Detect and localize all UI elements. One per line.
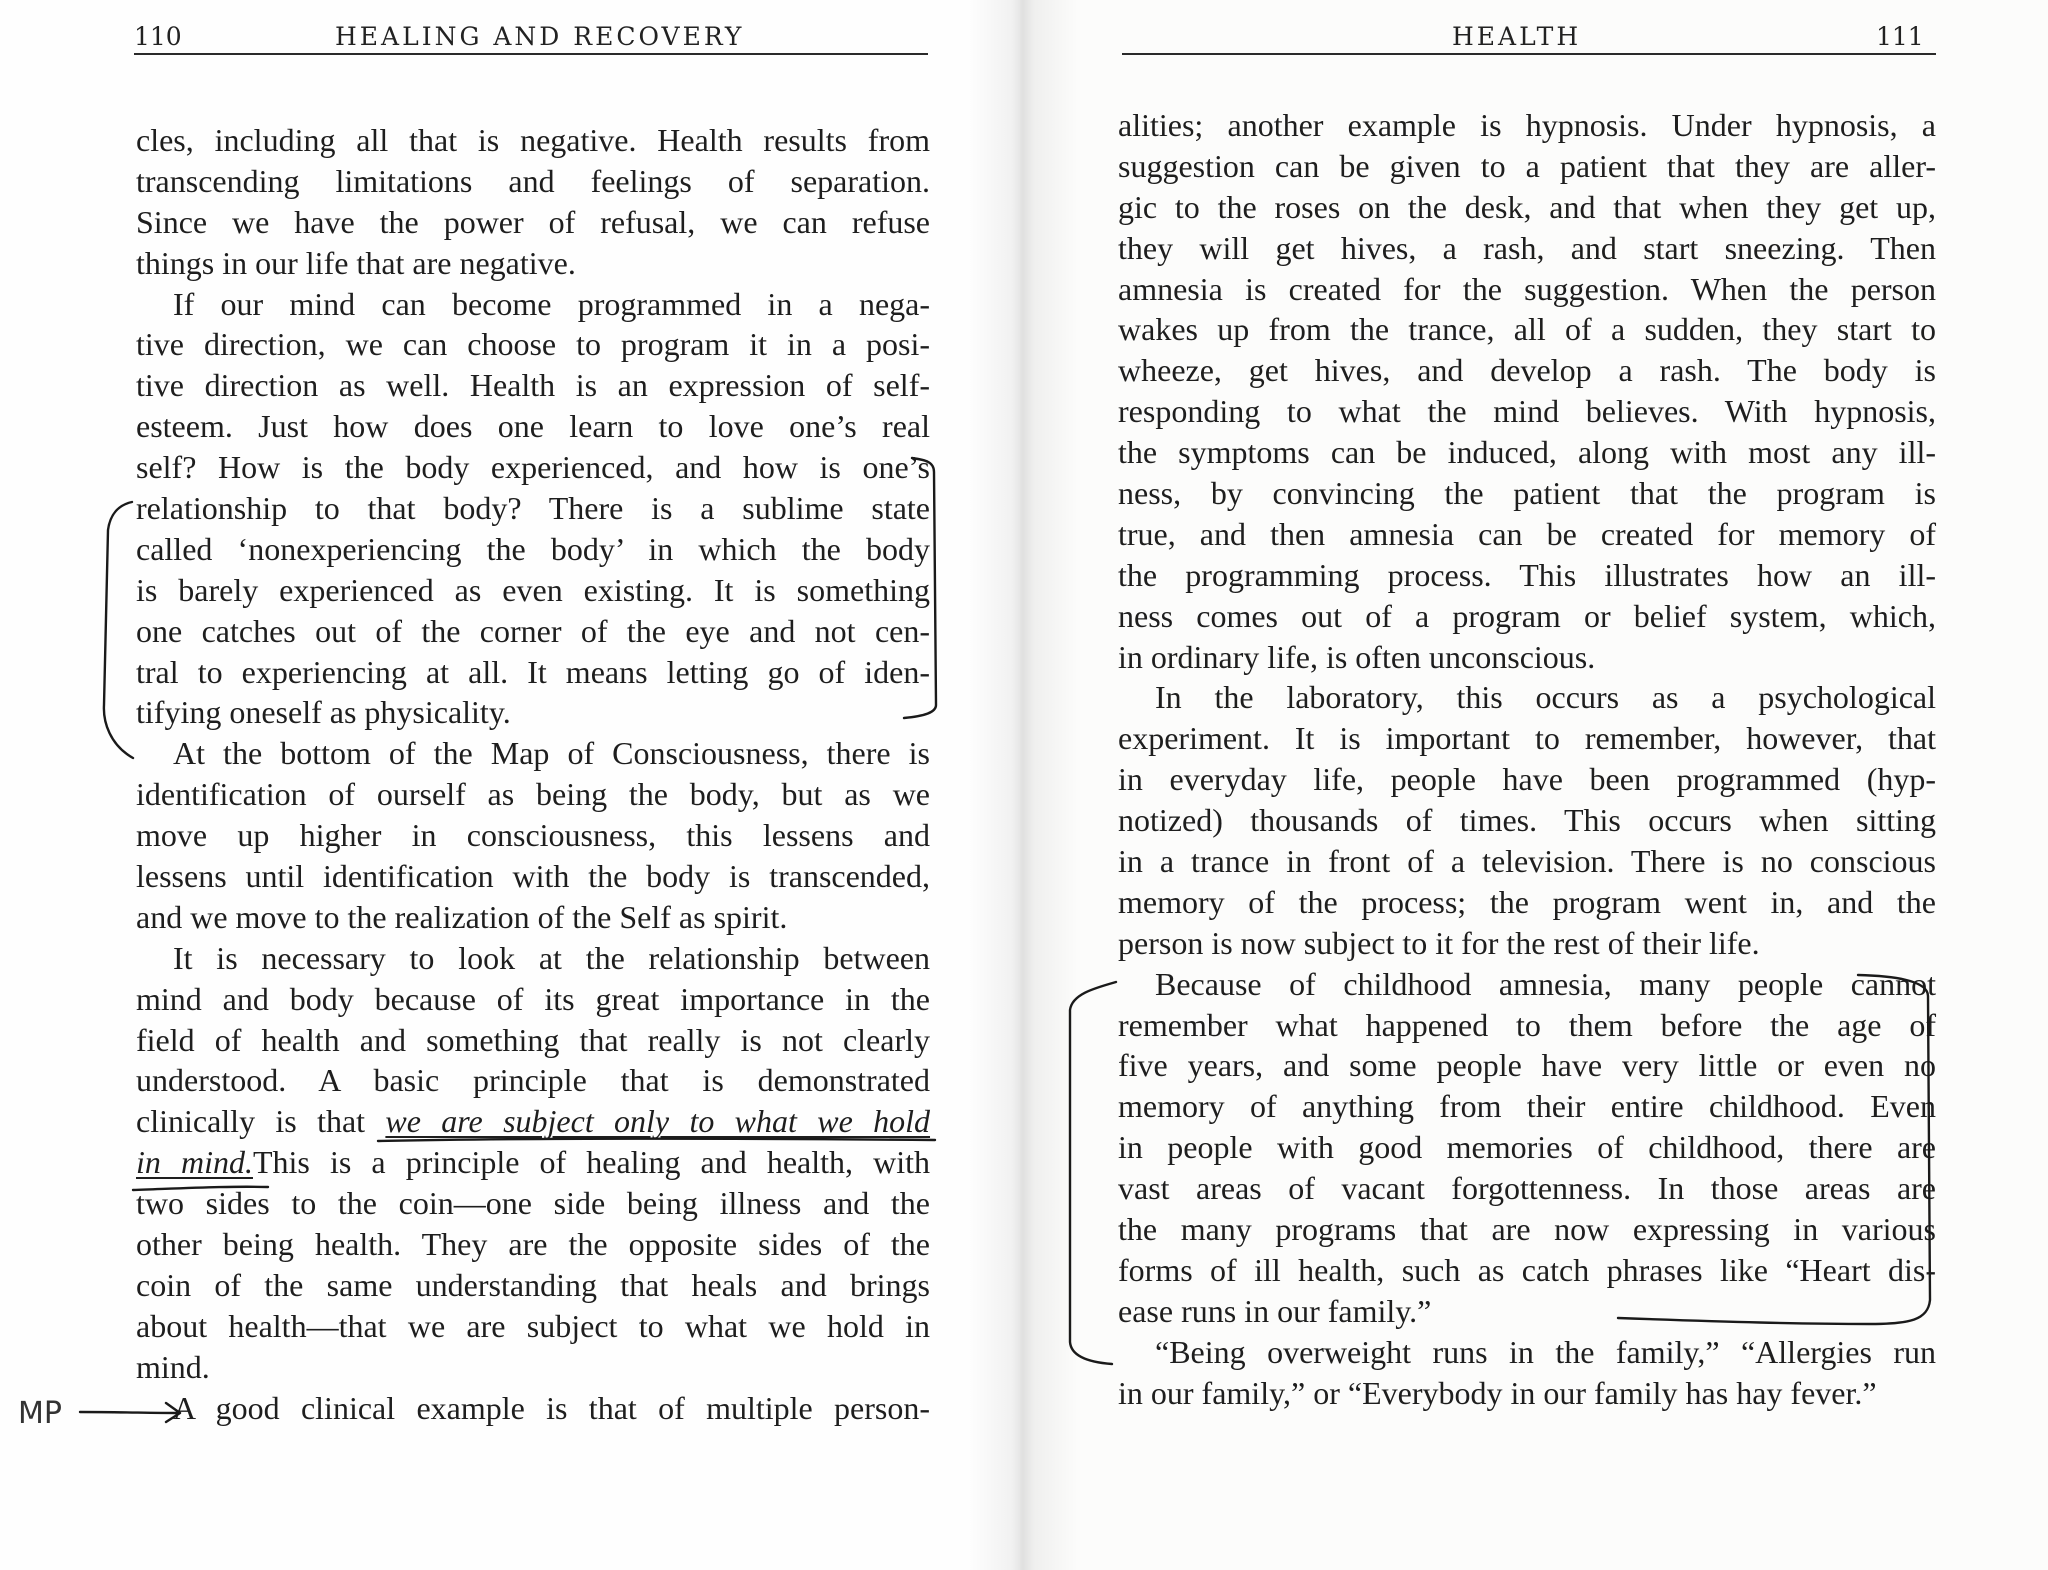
text-line: coin of the same understanding that heals and brings xyxy=(136,1266,930,1303)
left-page xyxy=(0,0,1020,1570)
text-line: Since we have the power of refusal, we can refuse xyxy=(136,203,930,240)
left-body-text xyxy=(136,120,930,1429)
text-line: in a trance in front of a television. There is no conscious xyxy=(1118,843,1936,880)
text-line: five years, and some people have very little or even no xyxy=(1118,1047,1936,1084)
text-line: identification of ourself as being the body, but as we xyxy=(136,776,930,813)
text-line: they will get hives, a rash, and start sneezing. Then xyxy=(1118,229,1936,266)
text-line: things in our life that are negative. xyxy=(136,244,576,281)
text-line: tral to experiencing at all. It means letting go of iden- xyxy=(136,653,930,690)
text-line: true, and then amnesia can be created for memory of xyxy=(1118,515,1936,552)
text-line: If our mind can become programmed in a nega- xyxy=(173,285,930,322)
text-line: In the laboratory, this occurs as a psychological xyxy=(1155,679,1936,716)
text-line: other being health. They are the opposite sides of the xyxy=(136,1226,930,1263)
text-line: tive direction, we can choose to program it in a posi- xyxy=(136,326,930,363)
text-line: self? How is the body experienced, and how is one’s xyxy=(136,449,930,486)
text-line: and we move to the realization of the Self as spirit. xyxy=(136,898,788,935)
text-line: forms of ill health, such as catch phrases like “Heart dis- xyxy=(1118,1251,1936,1288)
text-line: understood. A basic principle that is demonstrated xyxy=(136,1062,930,1099)
text-line: called ‘nonexperiencing the body’ in which the body xyxy=(136,530,930,567)
text-line: remember what happened to them before the age of xyxy=(1118,1006,1936,1043)
text-line: memory of the process; the program went in, and the xyxy=(1118,883,1936,920)
text-fragment: This is a principle of healing and health, with xyxy=(252,1144,931,1181)
text-line: ness, by convincing the patient that the program is xyxy=(1118,475,1936,512)
text-line: in everyday life, people have been programmed (hyp- xyxy=(1118,761,1936,798)
header-rule-right xyxy=(1122,53,1936,55)
text-line: It is necessary to look at the relationship between xyxy=(173,939,930,976)
text-fragment: clinically is that xyxy=(136,1103,386,1140)
text-line: in ordinary life, is often unconscious. xyxy=(1118,638,1596,675)
text-line: responding to what the mind believes. With hypnosis, xyxy=(1118,393,1936,430)
text-line: alities; another example is hypnosis. Under hypnosis, a xyxy=(1118,107,1936,143)
underlined-italic-phrase: we are subject only to what we hold xyxy=(385,1103,931,1140)
text-line: amnesia is created for the suggestion. When the person xyxy=(1118,270,1936,307)
running-head-left: HEALING AND RECOVERY xyxy=(335,22,745,51)
text-line: esteem. Just how does one learn to love one’s real xyxy=(136,408,930,445)
text-line: tive direction as well. Health is an expression of self- xyxy=(136,367,930,404)
text-line: transcending limitations and feelings of separation. xyxy=(136,162,930,199)
page-number-right: 111 xyxy=(1876,22,1924,51)
text-line: memory of anything from their entire childhood. Even xyxy=(1118,1088,1936,1125)
right-page xyxy=(1020,0,2048,1570)
text-line: about health—that we are subject to what we hold in xyxy=(136,1307,930,1344)
text-line: ease runs in our family.” xyxy=(1118,1292,1432,1329)
text-line: ness comes out of a program or belief system, which, xyxy=(1118,597,1936,634)
text-line: mind. xyxy=(136,1348,210,1385)
text-line: vast areas of vacant forgottenness. In those areas are xyxy=(1118,1170,1936,1207)
text-line: relationship to that body? There is a sublime state xyxy=(136,490,930,527)
text-line: “Being overweight runs in the family,” “Allergies run xyxy=(1155,1333,1936,1370)
text-line: the symptoms can be induced, along with most any ill- xyxy=(1118,434,1936,471)
text-line: Because of childhood amnesia, many people cannot xyxy=(1155,965,1936,1002)
text-line: At the bottom of the Map of Consciousness, there is xyxy=(173,735,930,772)
text-line: suggestion can be given to a patient that they are aller- xyxy=(1118,147,1936,184)
text-line: field of health and something that really is not clearly xyxy=(136,1021,930,1058)
text-line: lessens until identification with the body is transcended, xyxy=(136,858,930,895)
right-body-text xyxy=(1118,105,1936,1414)
text-line: wakes up from the trance, all of a sudden, they start to xyxy=(1118,311,1936,348)
text-line: wheeze, get hives, and develop a rash. The body is xyxy=(1118,352,1936,389)
text-line: in people with good memories of childhood, there are xyxy=(1118,1129,1936,1166)
text-line: person is now subject to it for the rest of their life. xyxy=(1118,924,1760,961)
text-line: is barely experienced as even existing. It is something xyxy=(136,571,930,608)
page-number-left: 110 xyxy=(134,22,182,51)
running-head-right: HEALTH xyxy=(1452,22,1582,51)
text-line: two sides to the coin—one side being illness and the xyxy=(136,1185,930,1222)
text-line: move up higher in consciousness, this lessens and xyxy=(136,817,930,854)
text-line-emphasis xyxy=(136,1101,930,1142)
header-rule-left xyxy=(134,53,928,55)
text-line: in our family,” or “Everybody in our family has hay fever.” xyxy=(1118,1374,1877,1411)
text-line: experiment. It is important to remember, however, that xyxy=(1118,720,1936,757)
text-line: notized) thousands of times. This occurs when sitting xyxy=(1118,802,1936,839)
text-line: mind and body because of its great importance in the xyxy=(136,980,930,1017)
underlined-italic-phrase: in mind. xyxy=(136,1144,253,1181)
text-line: the many programs that are now expressing in various xyxy=(1118,1211,1936,1248)
book-gutter-shadow xyxy=(968,0,1078,1570)
text-line: A good clinical example is that of multiple person- xyxy=(173,1389,930,1426)
margin-note-mp: MP xyxy=(18,1396,62,1431)
text-line: tifying oneself as physicality. xyxy=(136,694,511,731)
text-line: one catches out of the corner of the eye and not cen- xyxy=(136,612,930,649)
text-line: gic to the roses on the desk, and that when they get up, xyxy=(1118,188,1936,225)
text-line-emphasis xyxy=(136,1142,930,1183)
text-line: the programming process. This illustrates how an ill- xyxy=(1118,556,1936,593)
text-line: cles, including all that is negative. Health results from xyxy=(136,122,930,158)
